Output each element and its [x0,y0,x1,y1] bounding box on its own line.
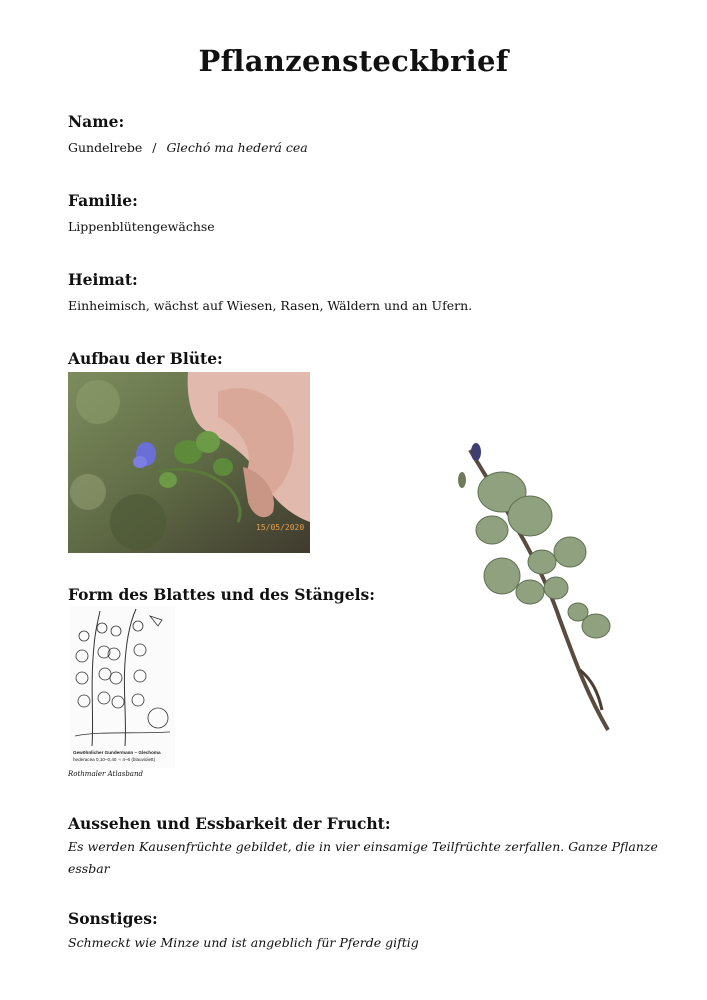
familie-heading: Familie: [68,191,138,210]
bluete-heading: Aufbau der Blüte: [68,349,223,368]
latin-name: Glechó ma hederá cea [166,140,308,155]
page-title: Pflanzensteckbrief [198,44,509,78]
frucht-line-2: essbar [68,861,110,876]
pressed-plant-image [430,430,640,740]
blatt-heading: Form des Blattes und des Stängels: [68,585,375,604]
heimat-heading: Heimat: [68,270,138,289]
frucht-heading: Aussehen und Essbarkeit der Frucht: [68,814,391,833]
name-separator: / [152,140,157,155]
photo-date: 15/05/2020 [256,523,305,532]
flower-photo [68,372,310,553]
name-heading: Name: [68,112,125,131]
drawing-caption-1: Gewöhnlicher Gundermann – Glechoma [73,750,161,755]
drawing-source: Rothmaler Atlasband [68,770,143,778]
drawing-caption-2: hederacea 0,10–0,40 ♃ 4–6 (blauviolett) [73,757,156,762]
botanical-drawing [70,606,175,768]
sonstiges-heading: Sonstiges: [68,909,158,928]
name-value [68,137,308,159]
familie-value: Lippenblütengewächse [68,219,215,234]
common-name: Gundelrebe [68,140,143,155]
sonstiges-value: Schmeckt wie Minze und ist angeblich für Pferde giftig [68,935,419,950]
heimat-value: Einheimisch, wächst auf Wiesen, Rasen, Wäldern und an Ufern. [68,298,473,313]
frucht-line-1: Es werden Kausenfrüchte gebildet, die in vier einsamige Teilfrüchte zerfallen. Ganze Pflanze [68,839,658,854]
